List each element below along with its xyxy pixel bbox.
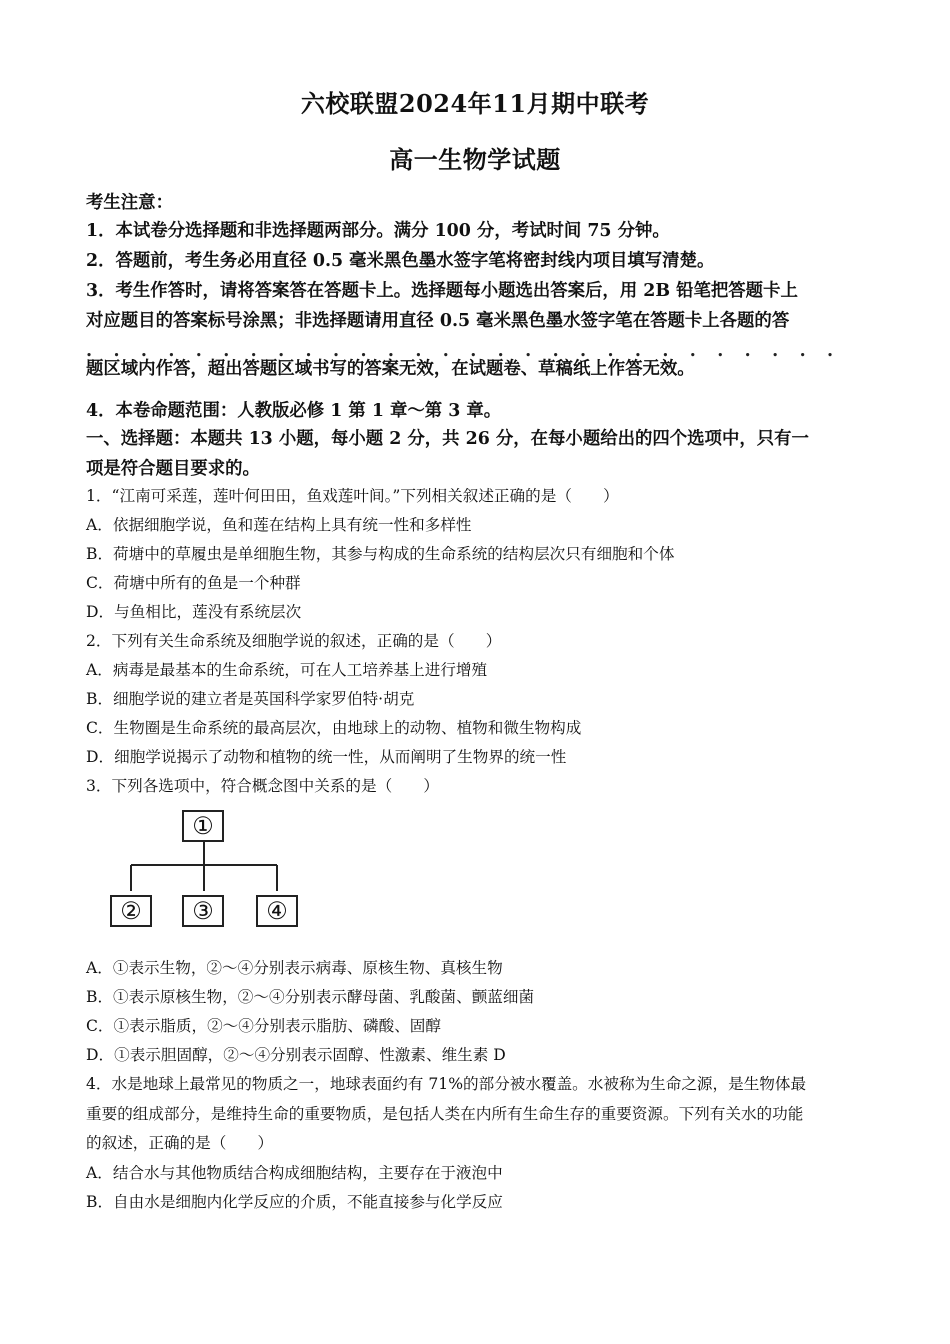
q1-option-c: C．荷塘中所有的鱼是一个种群 (86, 574, 301, 592)
q4-stem-2: 重要的组成部分，是维持生命的重要物质，是包括人类在内所有生命生存的重要资源。下列有关水的功能 (86, 1105, 804, 1123)
q1-option-a: A．依据细胞学说，鱼和莲在结构上具有统一性和多样性 (86, 516, 472, 534)
emphasis-dots: . . . . . . . . . . . . . . . . . . . . . . . . . . . . (86, 341, 836, 361)
diagram-box-top: ① (182, 810, 224, 842)
q4-option-a: A．结合水与其他物质结合构成细胞结构，主要存在于液泡中 (86, 1164, 503, 1182)
q3-option-a: A．①表示生物，②～④分别表示病毒、原核生物、真核生物 (86, 959, 503, 977)
notice-heading: 考生注意： (86, 193, 173, 213)
q3-option-b: B．①表示原核生物，②～④分别表示酵母菌、乳酸菌、颤蓝细菌 (86, 988, 535, 1006)
q2-option-b: B．细胞学说的建立者是英国科学家罗伯特·胡克 (86, 690, 415, 708)
exam-subtitle: 高一生物学试题 (389, 145, 561, 174)
q4-option-b: B．自由水是细胞内化学反应的介质，不能直接参与化学反应 (86, 1193, 503, 1211)
notice-line-2: 2．答题前，考生务必用直径 0.5 毫米黑色墨水签字笔将密封线内项目填写清楚。 (86, 251, 715, 271)
section-heading-b: 项是符合题目要求的。 (86, 459, 260, 479)
diagram-box-left: ② (110, 895, 152, 927)
q3-stem: 3．下列各选项中，符合概念图中关系的是（ ） (86, 777, 439, 795)
notice-line-4: 4．本卷命题范围：人教版必修 1 第 1 章～第 3 章。 (86, 401, 502, 421)
q4-stem-3: 的叙述，正确的是（ ） (86, 1134, 274, 1152)
q1-option-b: B．荷塘中的草履虫是单细胞生物，其参与构成的生命系统的结构层次只有细胞和个体 (86, 545, 675, 563)
concept-diagram (100, 802, 320, 937)
notice-line-3a: 3．考生作答时，请将答案答在答题卡上。选择题每小题选出答案后，用 2B 铅笔把答题卡上 (86, 281, 798, 301)
notice-line-3c: 题区域内作答，超出答题区域书写的答案无效，在试题卷、草稿纸上作答无效。 (86, 359, 695, 379)
diagram-box-middle: ③ (182, 895, 224, 927)
q3-option-c: C．①表示脂质，②～④分别表示脂肪、磷酸、固醇 (86, 1017, 441, 1035)
diagram-box-right: ④ (256, 895, 298, 927)
q1-stem: 1．“江南可采莲，莲叶何田田，鱼戏莲叶间。”下列相关叙述正确的是（ ） (86, 487, 619, 505)
q2-option-d: D．细胞学说揭示了动物和植物的统一性，从而阐明了生物界的统一性 (86, 748, 567, 766)
exam-title: 六校联盟2024年11月期中联考 (300, 89, 650, 118)
q2-option-c: C．生物圈是生命系统的最高层次，由地球上的动物、植物和微生物构成 (86, 719, 582, 737)
notice-line-1: 1．本试卷分选择题和非选择题两部分。满分 100 分，考试时间 75 分钟。 (86, 221, 670, 241)
section-heading-a: 一、选择题：本题共 13 小题，每小题 2 分，共 26 分，在每小题给出的四个选项中，只有一 (86, 429, 809, 449)
q1-option-d: D．与鱼相比，莲没有系统层次 (86, 603, 302, 621)
q2-stem: 2．下列有关生命系统及细胞学说的叙述，正确的是（ ） (86, 632, 502, 650)
q2-option-a: A．病毒是最基本的生命系统，可在人工培养基上进行增殖 (86, 661, 488, 679)
q3-option-d: D．①表示胆固醇，②～④分别表示固醇、性激素、维生素 D (86, 1046, 506, 1064)
notice-line-3b: 对应题目的答案标号涂黑；非选择题请用直径 0.5 毫米黑色墨水签字笔在答题卡上各题的答 (86, 311, 790, 331)
q4-stem-1: 4．水是地球上最常见的物质之一，地球表面约有 71%的部分被水覆盖。水被称为生命之源，是生物体最 (86, 1075, 807, 1093)
